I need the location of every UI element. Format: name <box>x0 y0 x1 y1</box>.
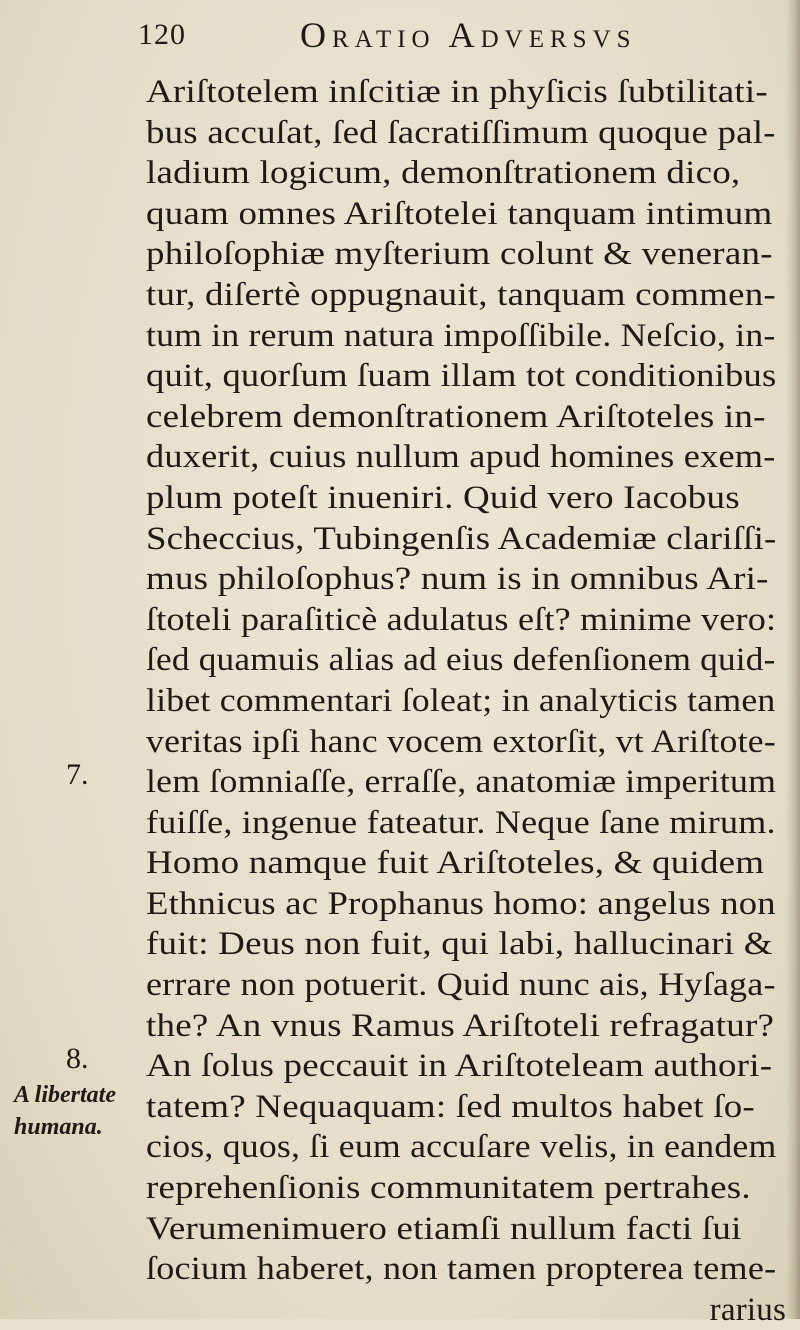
text-line: tum in rerum natura impoſſibile. Neſcio, in- <box>146 317 776 354</box>
text-line: An ſolus peccauit in Ariſtoteleam authori- <box>146 1048 773 1085</box>
margin-note-line-1: A libertate <box>14 1082 116 1108</box>
text-line: philoſophiæ myſterium colunt & veneran- <box>146 236 773 273</box>
text-line: ſtoteli paraſiticè adulatus eſt? minime vero: <box>146 601 777 638</box>
text-line: cios, quos, ſi eum accuſare velis, in eandem <box>146 1129 777 1166</box>
text-line: Verumenimuero etiamſi nullum facti ſui <box>146 1210 742 1247</box>
margin-section-number-8: 8. <box>66 1042 89 1075</box>
text-line: Homo namque fuit Ariſtoteles, & quidem <box>146 845 765 882</box>
text-line: duxerit, cuius nullum apud homines exem- <box>146 439 776 476</box>
text-line: Scheccius, Tubingenſis Academiæ clariſſi- <box>146 520 777 557</box>
text-line: Ethnicus ac Prophanus homo: angelus non <box>146 885 776 922</box>
text-line: ſed quamuis alias ad eius defenſionem quid- <box>146 642 776 679</box>
text-line: lem ſomniaſſe, erraſſe, anatomiæ imperitum <box>146 764 777 801</box>
text-line: errare non potuerit. Quid nunc ais, Hyſaga- <box>146 967 776 1004</box>
page-number: 120 <box>138 18 186 51</box>
text-line: tur, diſertè oppugnauit, tanquam commen- <box>146 276 776 313</box>
running-title: Oratio Adversvs <box>300 15 637 55</box>
text-line: fuiſſe, ingenue fateatur. Neque ſane mirum. <box>146 804 776 841</box>
text-line: celebrem demonſtrationem Ariſtoteles in- <box>146 398 766 435</box>
text-line: quam omnes Ariſtotelei tanquam intimum <box>146 195 773 232</box>
text-line: bus accuſat, ſed ſacratiſſimum quoque pal- <box>146 114 776 151</box>
text-line: ladium logicum, demonſtrationem dico, <box>146 155 741 192</box>
catchword: rarius <box>709 1291 786 1328</box>
text-line: fuit: Deus non fuit, qui labi, hallucinari & <box>146 926 773 963</box>
text-line: the? An vnus Ramus Ariſtoteli refragatur? <box>146 1007 775 1044</box>
text-line: tatem? Nequaquam: ſed multos habet ſo- <box>146 1088 755 1125</box>
text-line: veritas ipſi hanc vocem extorſit, vt Ariſtote- <box>146 723 776 760</box>
text-line: libet commentari ſoleat; in analyticis tamen <box>146 682 776 719</box>
text-line: Ariſtotelem inſcitiæ in phyſicis ſubtilitati- <box>146 74 768 110</box>
text-line: reprehenſionis communitatem pertrahes. <box>146 1170 751 1207</box>
margin-section-number-7: 7. <box>66 758 89 791</box>
text-line: quit, quorſum ſuam illam tot conditionibus <box>146 358 777 395</box>
margin-note-line-2: humana. <box>14 1114 103 1140</box>
body-text <box>146 72 786 1330</box>
text-line: mus philoſophus? num is in omnibus Ari- <box>146 561 769 598</box>
text-line: ſocium haberet, non tamen propterea teme- <box>146 1251 777 1288</box>
text-line: plum poteſt inueniri. Quid vero Iacobus <box>146 479 740 516</box>
